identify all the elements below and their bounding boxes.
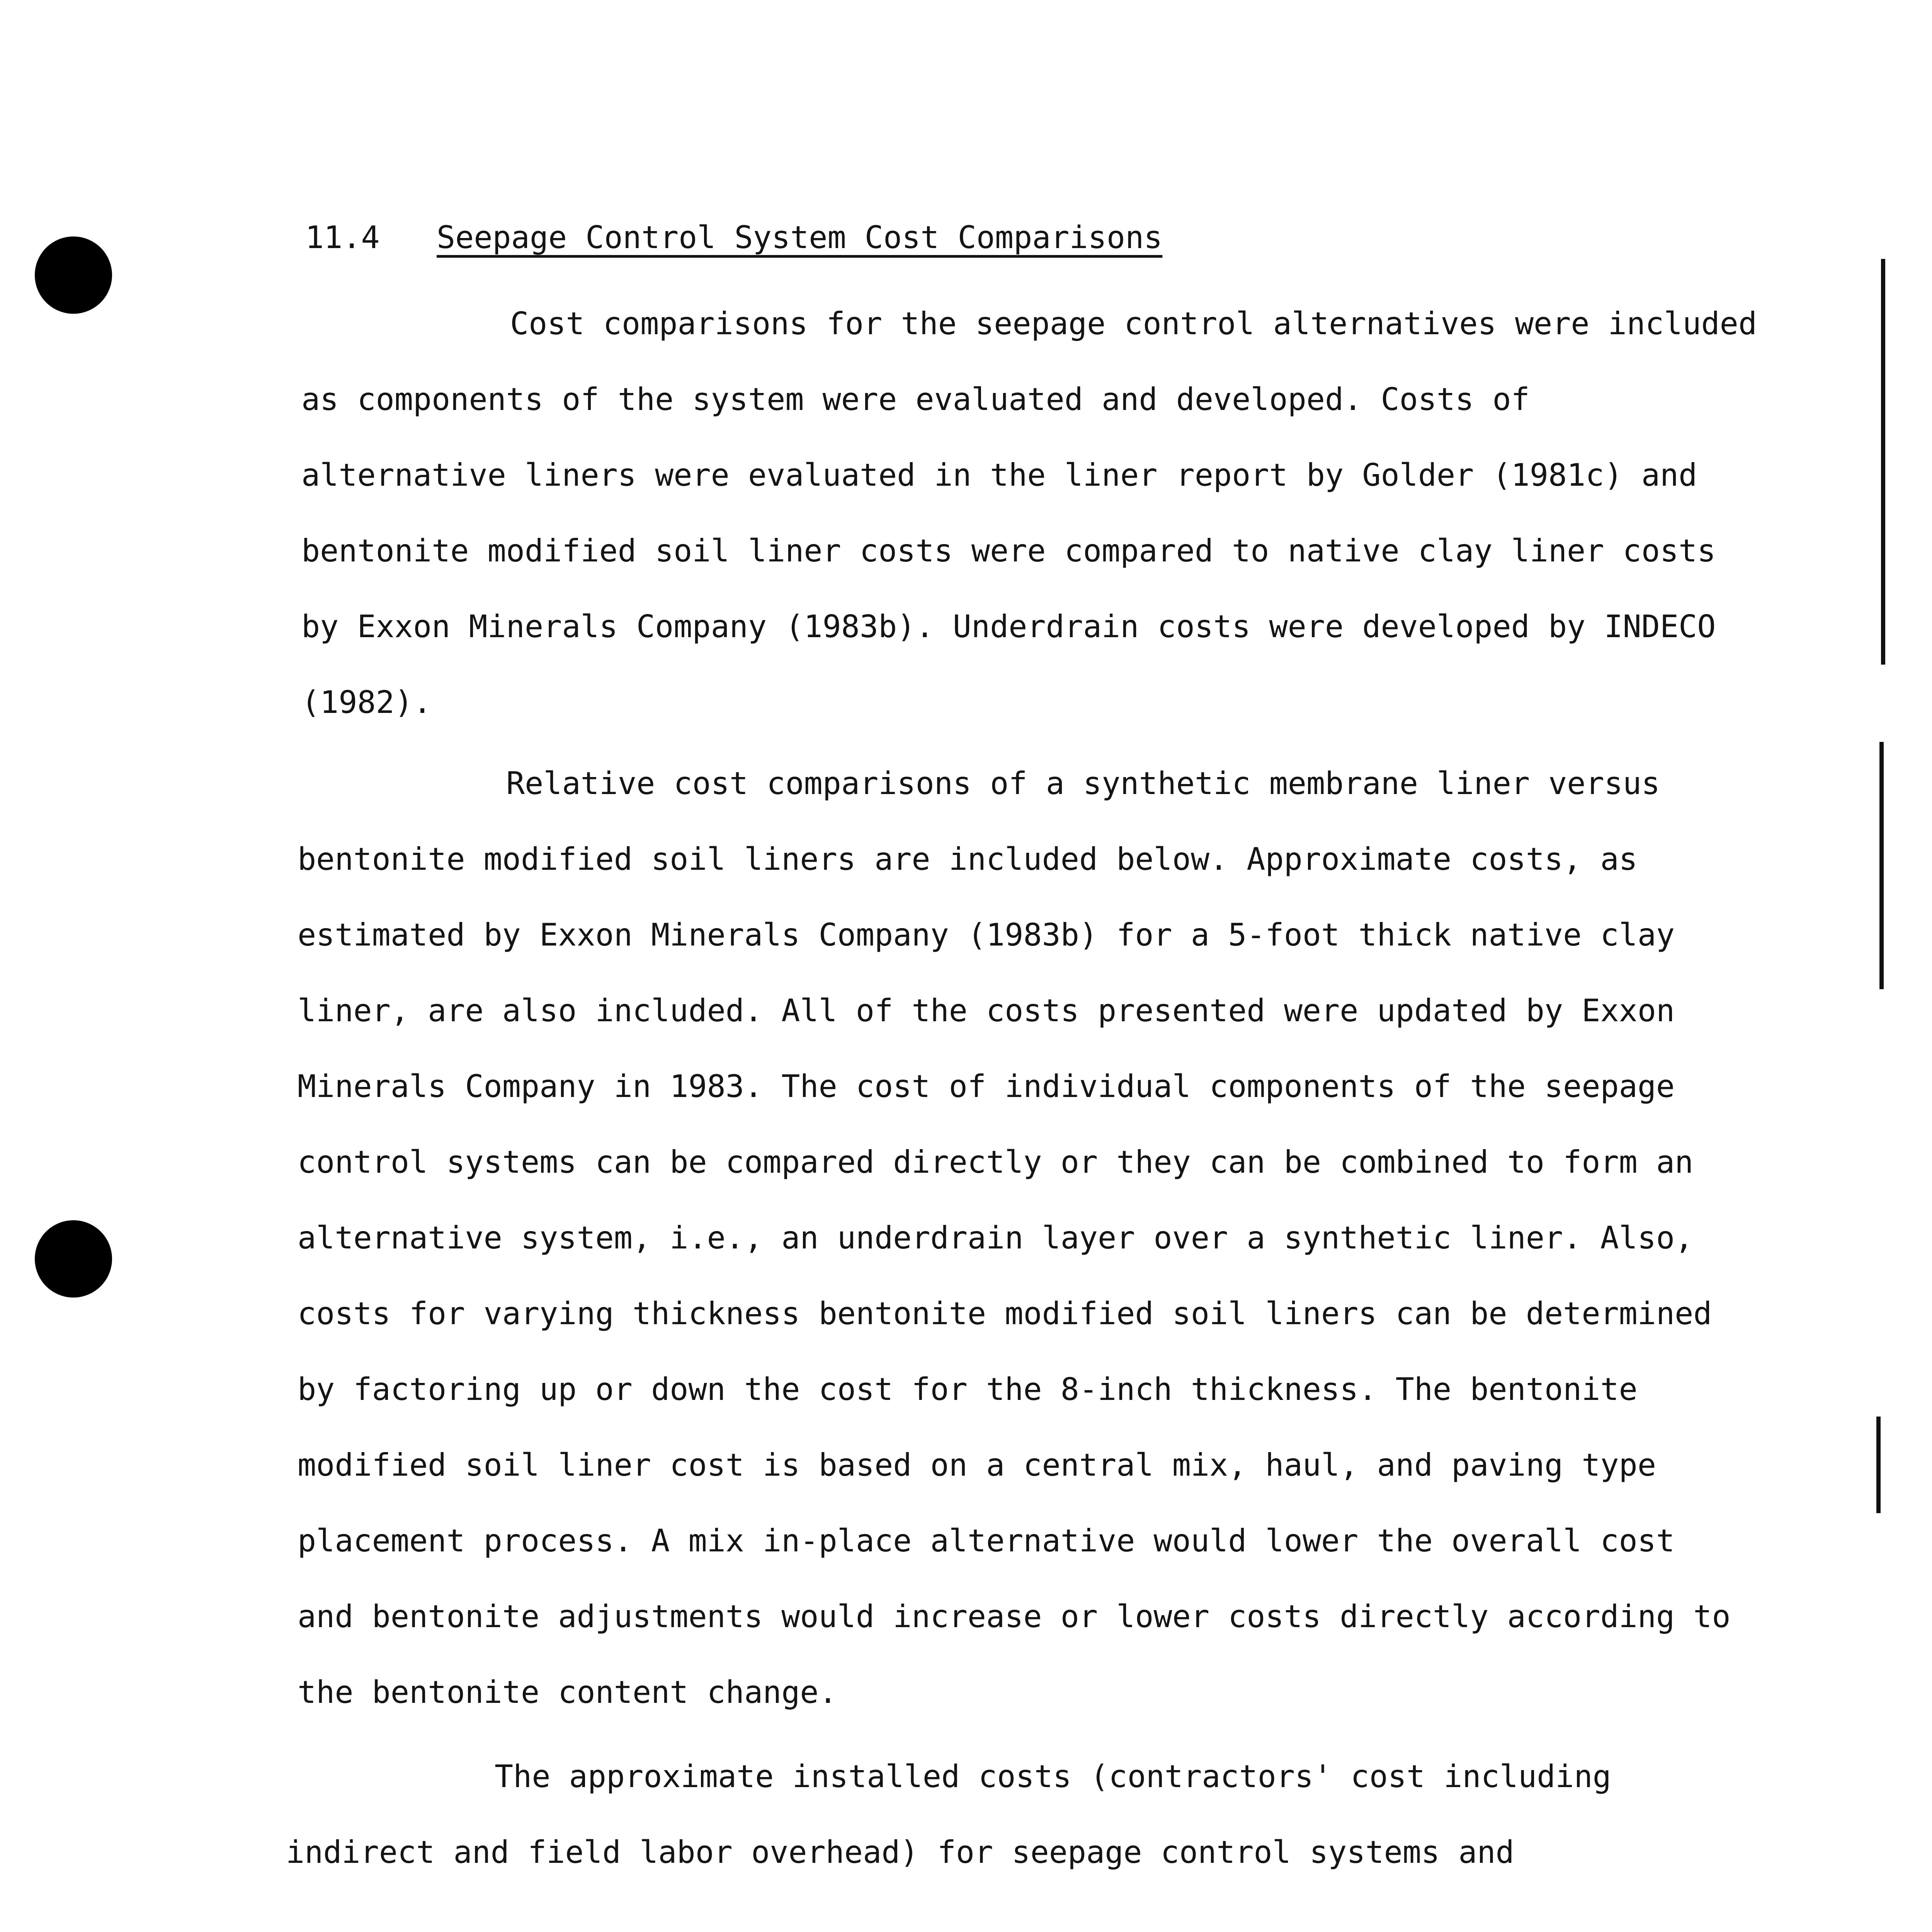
section-title: Seepage Control System Cost Comparisons bbox=[437, 219, 1163, 255]
binder-hole-middle bbox=[35, 1220, 112, 1298]
paragraph-line: the bentonite content change. bbox=[298, 1674, 837, 1710]
paragraph-line: The approximate installed costs (contractors' cost including bbox=[495, 1759, 1611, 1794]
paragraph-line: by Exxon Minerals Company (1983b). Underdrain costs were developed by INDECO bbox=[301, 609, 1716, 645]
paragraph-line: (1982). bbox=[301, 684, 432, 720]
paragraph-line: placement process. A mix in-place alternative would lower the overall cost bbox=[298, 1523, 1675, 1559]
paragraph-line: control systems can be compared directly or they can be combined to form an bbox=[298, 1144, 1694, 1180]
paragraph-line: bentonite modified soil liner costs were compared to native clay liner costs bbox=[301, 533, 1716, 569]
paragraph-2 bbox=[298, 746, 1812, 1730]
revision-bar-1 bbox=[1881, 259, 1885, 665]
paragraph-line: and bentonite adjustments would increase or lower costs directly according to bbox=[298, 1599, 1731, 1634]
paragraph-line: Cost comparisons for the seepage control alternatives were included bbox=[510, 306, 1757, 342]
paragraph-line: modified soil liner cost is based on a central mix, haul, and paving type bbox=[298, 1447, 1656, 1483]
section-number: 11.4 bbox=[305, 219, 380, 255]
section-heading bbox=[305, 216, 1162, 259]
paragraph-3 bbox=[286, 1739, 1801, 1890]
binder-hole-top bbox=[35, 236, 112, 314]
paragraph-1 bbox=[301, 286, 1816, 740]
paragraph-line: indirect and field labor overhead) for seepage control systems and bbox=[286, 1834, 1514, 1870]
revision-bar-3 bbox=[1876, 1417, 1881, 1513]
paragraph-line: Minerals Company in 1983. The cost of individual components of the seepage bbox=[298, 1068, 1675, 1104]
paragraph-line: costs for varying thickness bentonite modified soil liners can be determined bbox=[298, 1296, 1712, 1332]
paragraph-line: as components of the system were evaluated and developed. Costs of bbox=[301, 381, 1530, 417]
paragraph-line: bentonite modified soil liners are included below. Approximate costs, as bbox=[298, 841, 1638, 877]
paragraph-line: alternative liners were evaluated in the liner report by Golder (1981c) and bbox=[301, 457, 1697, 493]
paragraph-line: alternative system, i.e., an underdrain layer over a synthetic liner. Also, bbox=[298, 1220, 1694, 1256]
paragraph-line: Relative cost comparisons of a synthetic membrane liner versus bbox=[506, 765, 1660, 801]
paragraph-line: liner, are also included. All of the costs presented were updated by Exxon bbox=[298, 993, 1675, 1029]
paragraph-line: by factoring up or down the cost for the 8-inch thickness. The bentonite bbox=[298, 1371, 1638, 1407]
revision-bar-2 bbox=[1879, 742, 1884, 989]
paragraph-line: estimated by Exxon Minerals Company (1983b) for a 5-foot thick native clay bbox=[298, 917, 1675, 953]
